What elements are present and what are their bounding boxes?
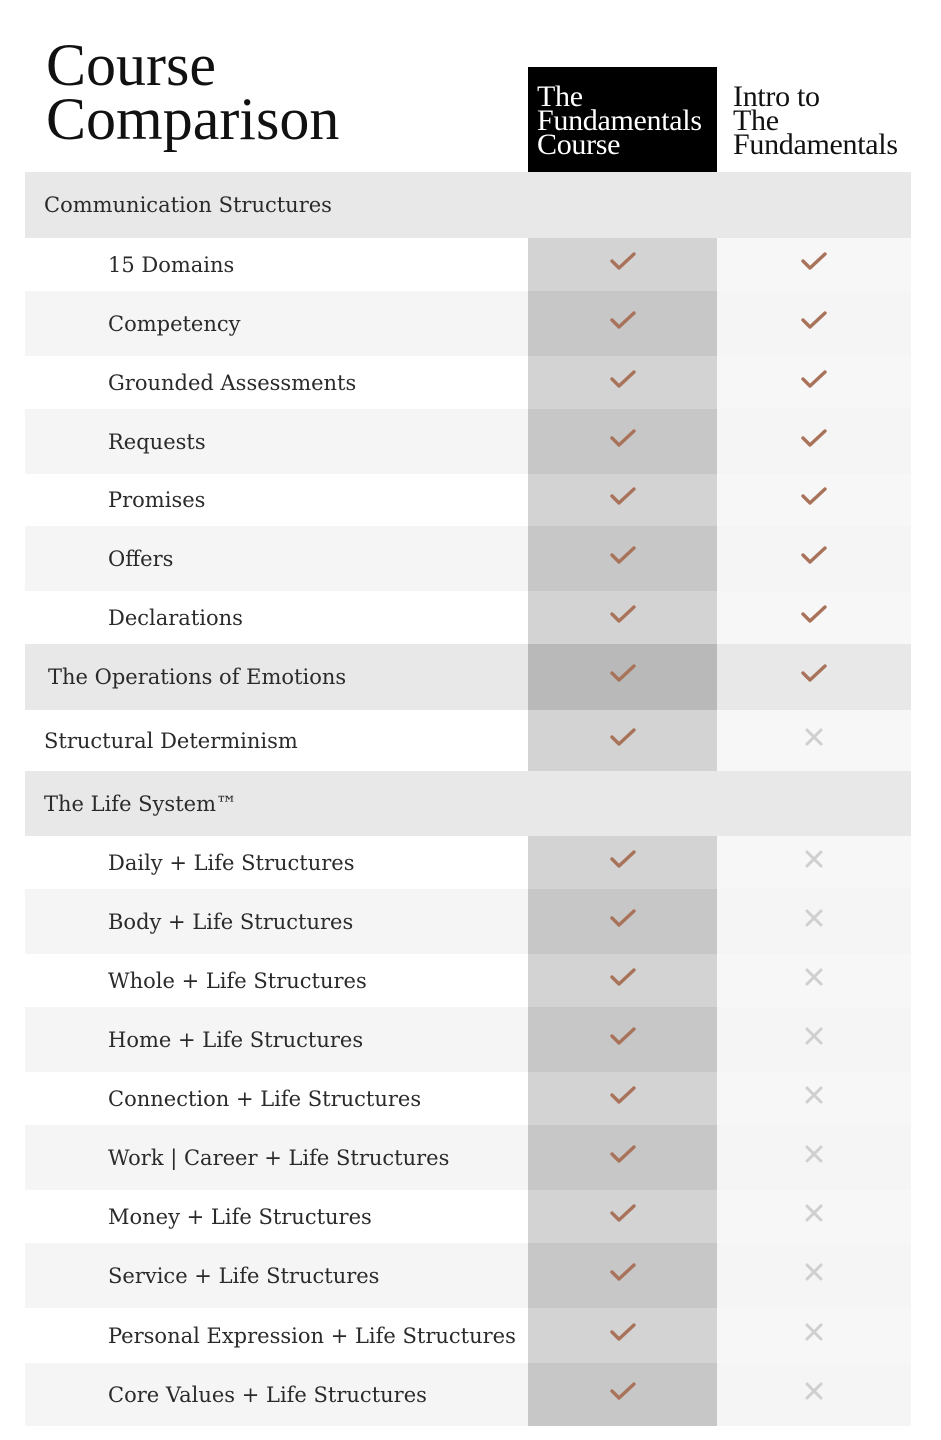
check-icon <box>609 544 637 566</box>
column-header-line: The <box>537 80 583 113</box>
check-icon <box>800 250 828 272</box>
fundamentals-course-cell <box>528 1308 717 1363</box>
table-row <box>25 1243 911 1308</box>
table-row <box>25 409 911 474</box>
row-label: The Operations of Emotions <box>48 665 347 689</box>
table-row <box>25 710 911 771</box>
table-row <box>25 1007 911 1072</box>
row-label: Personal Expression + Life Structures <box>108 1323 516 1348</box>
intro-course-cell <box>717 1308 911 1363</box>
row-label: Work | Career + Life Structures <box>108 1145 450 1170</box>
title-line-1: Course <box>46 32 216 98</box>
intro-course-cell <box>717 474 911 526</box>
check-icon <box>609 250 637 272</box>
table-row <box>25 1125 911 1190</box>
row-label: 15 Domains <box>108 252 235 277</box>
row-label: Structural Determinism <box>44 728 298 753</box>
check-icon <box>609 1321 637 1343</box>
fundamentals-course-cell <box>528 1125 717 1190</box>
check-icon <box>609 1261 637 1283</box>
intro-course-cell <box>717 291 911 356</box>
intro-course-cell <box>717 526 911 591</box>
cross-icon <box>804 1026 824 1046</box>
fundamentals-course-cell <box>528 409 717 474</box>
table-row <box>25 526 911 591</box>
fundamentals-course-cell <box>528 1363 717 1426</box>
cross-icon <box>804 1381 824 1401</box>
table-row <box>25 474 911 526</box>
check-icon <box>609 848 637 870</box>
row-label: Daily + Life Structures <box>108 850 355 875</box>
intro-course-cell <box>717 954 911 1007</box>
intro-course-cell <box>717 889 911 954</box>
table-section-row <box>25 644 911 710</box>
fundamentals-course-cell <box>528 836 717 889</box>
check-icon <box>800 603 828 625</box>
check-icon <box>609 1202 637 1224</box>
cross-icon <box>804 1262 824 1282</box>
fundamentals-course-cell <box>528 889 717 954</box>
check-icon <box>800 427 828 449</box>
fundamentals-course-cell <box>528 526 717 591</box>
check-icon <box>609 1380 637 1402</box>
table-row <box>25 291 911 356</box>
intro-course-cell <box>717 1190 911 1243</box>
check-icon <box>609 1084 637 1106</box>
cross-icon <box>804 1085 824 1105</box>
page-title <box>46 32 466 152</box>
row-label: Core Values + Life Structures <box>108 1382 427 1407</box>
check-icon <box>609 368 637 390</box>
check-icon <box>609 1143 637 1165</box>
intro-course-cell <box>717 1243 911 1308</box>
intro-course-cell <box>717 1072 911 1125</box>
table-row <box>25 836 911 889</box>
cross-icon <box>804 727 824 747</box>
row-label: Competency <box>108 311 241 336</box>
row-label: The Life System™ <box>44 791 237 816</box>
fundamentals-course-cell <box>528 591 717 644</box>
intro-course-cell <box>717 1363 911 1426</box>
comparison-table <box>25 172 911 1426</box>
table-row <box>25 591 911 644</box>
check-icon <box>800 544 828 566</box>
intro-course-cell <box>717 836 911 889</box>
table-row <box>25 1072 911 1125</box>
column-header-intro-course <box>726 67 916 172</box>
row-label: Promises <box>108 488 206 512</box>
column-header-line: Fundamentals <box>733 128 898 161</box>
title-line-2: Comparison <box>46 86 340 152</box>
column-header-line: Intro to <box>733 80 820 113</box>
row-label: Declarations <box>108 605 243 630</box>
row-label: Money + Life Structures <box>108 1204 372 1229</box>
table-row <box>25 1308 911 1363</box>
check-icon <box>609 427 637 449</box>
check-icon <box>609 966 637 988</box>
intro-course-cell <box>717 644 911 710</box>
row-label: Grounded Assessments <box>108 370 357 395</box>
intro-course-cell <box>717 1125 911 1190</box>
check-icon <box>800 662 828 684</box>
cross-icon <box>804 1322 824 1342</box>
intro-course-cell <box>717 1007 911 1072</box>
check-icon <box>609 1025 637 1047</box>
intro-course-cell <box>717 409 911 474</box>
fundamentals-course-cell <box>528 474 717 526</box>
cross-icon <box>804 908 824 928</box>
fundamentals-course-cell <box>528 291 717 356</box>
table-row <box>25 356 911 409</box>
row-label: Whole + Life Structures <box>108 968 367 993</box>
check-icon <box>800 368 828 390</box>
table-section-row <box>25 771 911 836</box>
column-header-line: Fundamentals <box>537 104 702 137</box>
table-section-row <box>25 172 911 238</box>
row-label: Service + Life Structures <box>108 1263 380 1288</box>
check-icon <box>609 662 637 684</box>
check-icon <box>800 485 828 507</box>
intro-course-cell <box>717 710 911 771</box>
table-row <box>25 1363 911 1426</box>
check-icon <box>609 726 637 748</box>
cross-icon <box>804 967 824 987</box>
table-row <box>25 238 911 291</box>
intro-course-cell <box>717 238 911 291</box>
fundamentals-course-cell <box>528 1007 717 1072</box>
table-row <box>25 954 911 1007</box>
fundamentals-course-cell <box>528 1190 717 1243</box>
fundamentals-course-cell <box>528 356 717 409</box>
table-row <box>25 889 911 954</box>
intro-course-cell <box>717 591 911 644</box>
column-header-line: The <box>733 104 779 137</box>
fundamentals-course-cell <box>528 1072 717 1125</box>
table-row <box>25 1190 911 1243</box>
check-icon <box>800 309 828 331</box>
cross-icon <box>804 1203 824 1223</box>
fundamentals-course-cell <box>528 710 717 771</box>
row-label: Communication Structures <box>44 193 332 217</box>
column-header-line: Course <box>537 128 621 161</box>
row-label: Body + Life Structures <box>108 909 354 934</box>
row-label: Requests <box>108 429 206 454</box>
check-icon <box>609 485 637 507</box>
fundamentals-course-cell <box>528 954 717 1007</box>
column-header-fundamentals-course <box>528 67 717 172</box>
row-label: Offers <box>108 546 174 571</box>
row-label: Connection + Life Structures <box>108 1086 422 1111</box>
cross-icon <box>804 849 824 869</box>
fundamentals-course-cell <box>528 238 717 291</box>
check-icon <box>609 309 637 331</box>
fundamentals-course-cell <box>528 644 717 710</box>
check-icon <box>609 907 637 929</box>
cross-icon <box>804 1144 824 1164</box>
intro-course-cell <box>717 356 911 409</box>
row-label: Home + Life Structures <box>108 1027 364 1052</box>
fundamentals-course-cell <box>528 1243 717 1308</box>
check-icon <box>609 603 637 625</box>
